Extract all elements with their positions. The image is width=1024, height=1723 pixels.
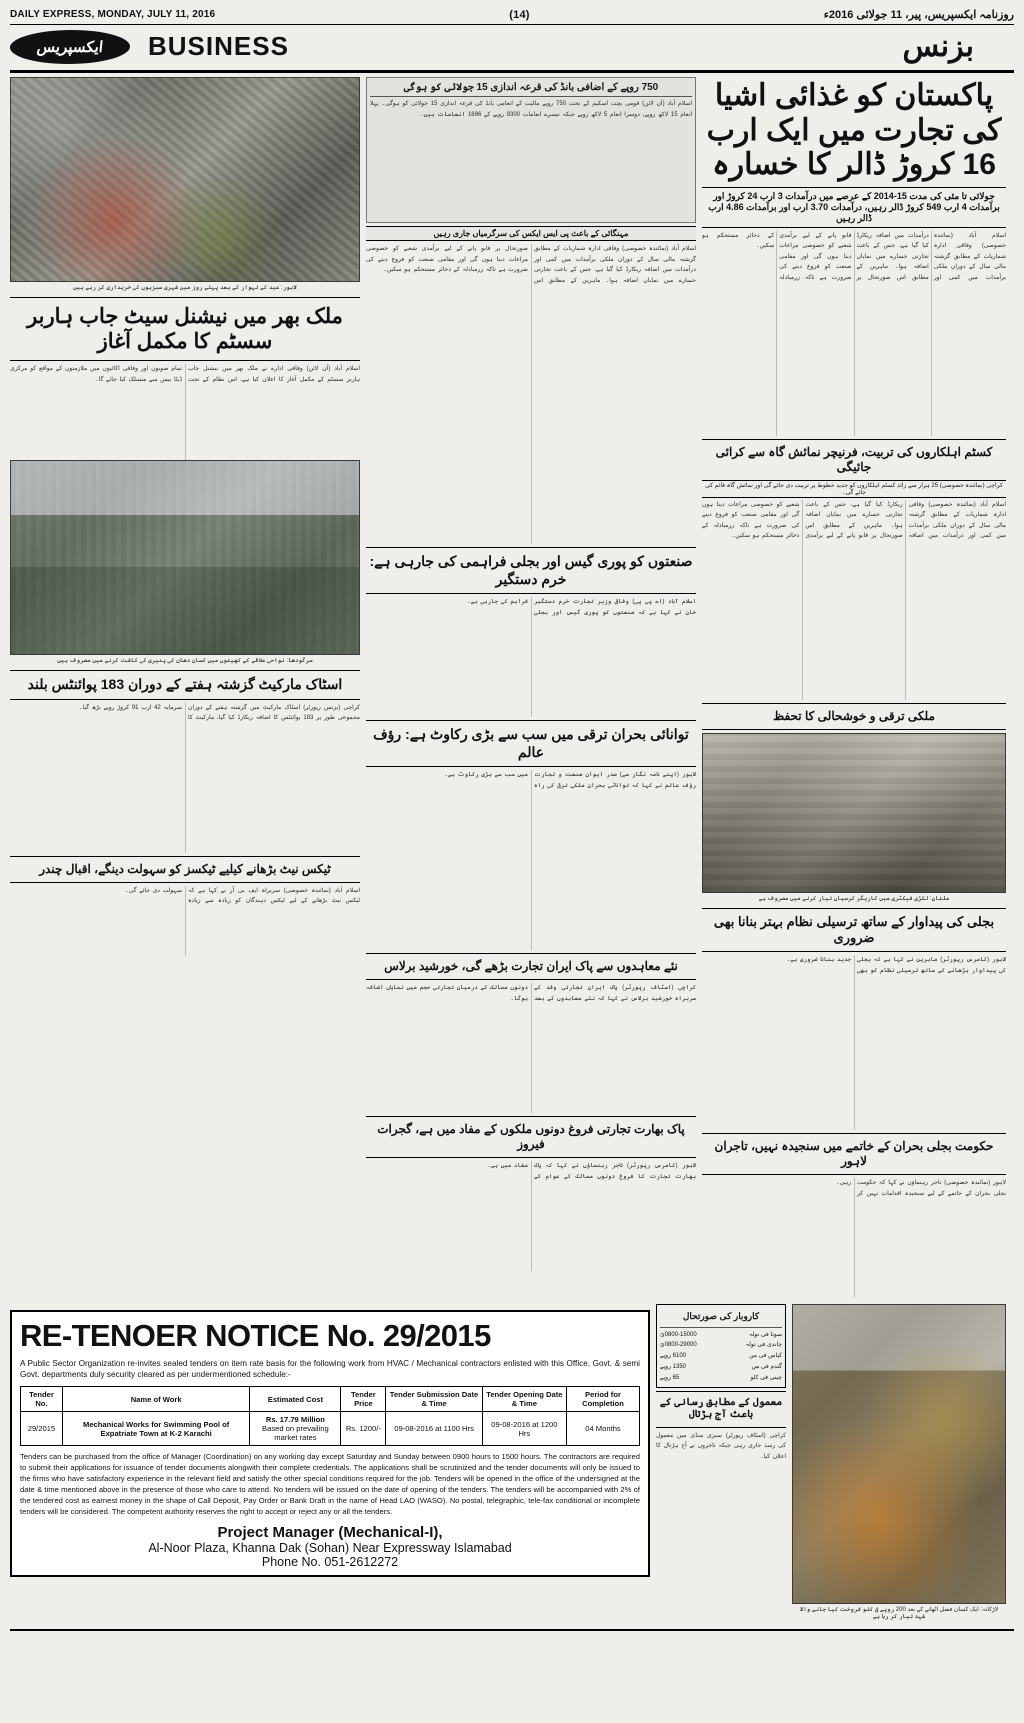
cell-period: 04 Months <box>566 1412 639 1446</box>
section-title-urdu: بزنس <box>902 30 974 63</box>
story-body-electricity: لاہور (کامرس رپورٹر) ماہرین نے کہا ہے کہ بجلی کی پیداوار بڑھانے کے ساتھ ترسیلی نظام کو بھی جدید بنانا ضروری ہے۔ <box>786 957 1006 974</box>
story-headline-electricity: بجلی کی پیداوار کے ساتھ ترسیلی نظام بہتر بنانا بھی ضروری <box>713 913 995 945</box>
prize-bond-headline: 750 روپے کے اضافی بانڈ کی قرعہ اندازی 15 جولائی کو ہوگی <box>403 82 659 93</box>
signoff-line1: Project Manager (Mechanical-I), <box>217 1524 443 1542</box>
cell-tender-no: 29/2015 <box>21 1412 63 1446</box>
market-rate-row-0 <box>660 1330 782 1341</box>
prize-bond-body: اسلام آباد (آن لائن) قومی بچت اسکیم کے تحت 750 روپے مالیت کے انعامی بانڈ کی قرعہ اندازی 15 جولائی کو ہوگی۔ پہلا انعام 15 لاکھ روپے، دوسرا انعام 5 لاکھ روپے جبکہ تیسرے انعامات 9300 روپے کے 1696 انعامات ہیں۔ <box>370 101 692 118</box>
story-body-tax: اسلام آباد (نمائندہ خصوصی) سربراہ ایف بی آر نے کہا ہے کہ ٹیکس نیٹ بڑھانے کے لیے ٹیکس دہندگان کو زیادہ سے زیادہ سہولت دی جائے گی۔ <box>125 887 360 905</box>
tender-terms: Tenders can be purchased from the office of Manager (Coordination) on any working day except Saturday and Sunday between 0900 hours to 1500 hours. The contractors are required to submit their applications for issuance of tender documents alongwith their complete credentials. The applications shall be scrutinized and the tender documents will only be issued to the firms who have satisfactory experience in the relevant field and satisfy the other special conditions required for the job. Tenders will be opened in the office of the undersigned at the date & time mentioned above in the presence of those who care to attend. No tenders will be issued on the date of opening of the tenders. The tenders will be accompanied with 2% of the tendered cost as earnest money in the shape of Call Deposit, Pay Order or Bank Draft in the name of Head LAO (WASO). No postal, telegraphic, tele-fax conditional or incomplete tenders will be considered. The competent authority reserves the right to accept or reject any or all the tenders. <box>20 1452 640 1517</box>
rate-value-2: 6100 روپے <box>660 1353 687 1360</box>
cell-submission: 09-08-2016 at 1100 Hrs <box>386 1412 482 1446</box>
masthead-left: DAILY EXPRESS, MONDAY, JULY 11, 2016 <box>10 9 216 20</box>
market-rate-row-3 <box>660 1362 782 1373</box>
signoff-line2: Al-Noor Plaza, Khanna Dak (Sohan) Near Expressway Islamabad <box>148 1541 512 1556</box>
col-opening: Tender Opening Date & Time <box>482 1387 566 1412</box>
tender-intro: A Public Sector Organization re-invites sealed tenders on item rate basis for the following work from HVAC / Mechanical contractors enlisted with this Office, Govt. & semi Govt. departments duly security cleared as per undermentioned schedule:- <box>20 1359 640 1380</box>
masthead-right-urdu: روزنامہ ایکسپریس، پیر، 11 جولائی 2016ء <box>823 9 1014 21</box>
tender-signoff <box>20 1524 640 1569</box>
rate-value-1: 0800-29000ئ <box>660 1342 697 1349</box>
tender-table-header-row <box>21 1387 640 1412</box>
cell-estimated-cost-value: Rs. 17.79 Million <box>265 1415 325 1425</box>
rate-label-1: چاندی فی تولہ <box>745 1342 782 1349</box>
cell-tender-price: Rs. 1200/- <box>341 1412 386 1446</box>
rate-label-0: سونا فی تولہ <box>749 1331 782 1338</box>
top-left-column <box>10 77 360 1298</box>
tender-table <box>20 1386 640 1446</box>
story-body-mandi: کراچی (اسٹاف رپورٹر) سبزی منڈی میں معمول کی رسد جاری رہی جبکہ تاجروں نے آج ہڑتال کا اعلان کیا۔ <box>656 1432 786 1460</box>
section-titlebar <box>10 25 1014 73</box>
page-footer-rule <box>10 1629 1014 1631</box>
story-body-govt-power: لاہور (نمائندہ خصوصی) تاجر رہنماؤں نے کہا کہ حکومت بجلی بحران کے خاتمے کے لیے سنجیدہ اقدامات نہیں کر رہی۔ <box>836 1180 1006 1197</box>
lead-subhead: جولائی تا مئی کی مدت 15-2014 کے عرصے میں درآمدات 3 ارب 24 کروڑ اور برآمدات 4 ارب 549 کروڑ ڈالر رہیں، درآمدات 3.70 ارب اور برآمدات 4.86 ارب ڈالر رہیں <box>702 187 1006 228</box>
section-title-english: BUSINESS <box>148 31 289 61</box>
field-photo <box>10 460 360 655</box>
story-headline-industry-gas: صنعتوں کو پوری گیس اور بجلی فراہمی کی جارہی ہے: خرم دستگیر <box>369 553 693 587</box>
market-rate-row-2 <box>660 1351 782 1362</box>
col-estimated-cost: Estimated Cost <box>250 1387 341 1412</box>
field-photo-caption: سرگودھا: نواحی علاقے کے کھیتوں میں کسان دھان کی پنیری کی کاشت کرنے میں مصروف ہیں <box>57 658 313 665</box>
market-rates-column <box>656 1304 786 1623</box>
rate-value-3: 1350 روپے <box>660 1364 687 1371</box>
col-tender-no: Tender No. <box>21 1387 63 1412</box>
page-number: (14) <box>509 8 530 21</box>
story-headline-countrywide-system: ملک بھر میں نیشنل سیٹ جاب ہاربر سسٹم کا مکمل آغاز <box>27 305 343 354</box>
fruit-photo <box>792 1304 1006 1604</box>
bottom-right-column <box>792 1304 1006 1623</box>
prize-bond-box <box>366 77 696 223</box>
story-body-countrywide-system: اسلام آباد (آن لائن) وفاقی ادارے نے ملک بھر میں نیشنل جاب ہاربر سسٹم کے مکمل آغاز کا اعلان کیا ہے، اس نظام کے تحت تمام صوبوں اور وفاقی اکائیوں میں ملازمتوں کے مواقع کو مرکزی ڈیٹا بیس سے منسلک کیا جائے گا۔ <box>10 366 360 383</box>
story-body-stock-market: کراچی (بزنس رپورٹر) اسٹاک مارکیٹ میں گزشتہ ہفتے کے دوران مجموعی طور پر 183 پوائنٹس کا اضافہ ریکارڈ کیا گیا، مارکیٹ کا سرمایہ 42 ارب 91 کروڑ روپے بڑھ گیا۔ <box>79 704 360 722</box>
cell-estimated-cost <box>250 1412 341 1446</box>
story-body-india-trade: لاہور (کامرس رپورٹر) تاجر رہنماؤں نے کہا کہ پاک بھارت تجارت کا فروغ دونوں ممالک کے عوام کے مفاد میں ہے۔ <box>487 1163 696 1180</box>
tender-notice <box>10 1304 650 1623</box>
market-photo-caption: لاہور: عید کے تہوار کے بعد پہلے روز میں شہری سبزیوں کی خریداری کر رہے ہیں <box>73 285 297 291</box>
furniture-shop-caption: ملتان: لکڑی فیکٹری میں کاریگر کرسیاں تیار کرنے میں مصروف ہے <box>758 895 950 902</box>
tender-title: RE-TENOER NOTICE No. 29/2015 <box>20 1318 491 1353</box>
story-headline-stock-market: اسٹاک مارکیٹ گزشتہ ہفتے کے دوران 183 پوائنٹس بلند <box>27 676 343 693</box>
top-block <box>10 77 1014 1298</box>
market-rates-head: کاروبار کی صورتحال <box>682 1311 760 1321</box>
furniture-shop-photo <box>702 733 1006 893</box>
col-name-of-work: Name of Work <box>62 1387 250 1412</box>
cell-opening: 09-08-2016 at 1200 Hrs <box>482 1412 566 1446</box>
story-headline-tax: ٹیکس نیٹ بڑھانے کیلیے ٹیکسز کو سہولت دینگے، اقبال چندر <box>39 861 331 876</box>
lead-headline: پاکستان کو غذائی اشیا کی تجارت میں ایک ارب 16 کروڑ ڈالر کا خسارہ <box>706 79 1002 181</box>
rate-value-4: 65 روپے <box>660 1374 680 1381</box>
fruit-photo-caption: لاڑکانہ: ایک کسان فصل اٹھانے کے بعد 200 روپے فی کلو فروخت کیا جانے والا شہد تیار کر رہا ہے <box>799 1607 999 1620</box>
rate-label-2: کپاس فی من <box>749 1353 782 1360</box>
market-rate-row-4 <box>660 1373 782 1384</box>
rate-value-0: 0800-15000ئ <box>660 1331 697 1338</box>
signoff-line3: Phone No. 051-2612272 <box>261 1555 399 1570</box>
story-body-energy-crisis: لاہور (اپنے نامہ نگار سے) صدر ایوان صنعت و تجارت رؤف عالم نے کہا کہ توانائی بحران ملکی ترقی کی راہ میں سب سے بڑی رکاوٹ ہے۔ <box>444 772 696 789</box>
story-headline-india-trade: پاک بھارت تجارتی فروغ دونوں ملکوں کے مفاد میں ہے، گجرات فیروز <box>377 1122 685 1151</box>
col-submission: Tender Submission Date & Time <box>386 1387 482 1412</box>
bottom-block <box>10 1304 1014 1623</box>
rate-label-3: گندم فی من <box>751 1364 782 1371</box>
pse-body: اسلام آباد (نمائندہ خصوصی) وفاقی ادارہ شماریات کے مطابق گزشتہ مالی سال کے دوران ملکی برآمدات میں کمی اور درآمدات میں اضافہ ریکارڈ کیا گیا ہے، جس کے باعث تجارتی خسارے میں نمایاں اضافہ ہوا۔ ماہرین کے مطابق اس صورتحال پر قابو پانے کے لیے برآمدی شعبے کو خصوصی مراعات دینا ہوں گی اور مقامی صنعت کو فروغ دینے کی ضرورت ہے تاکہ زرمبادلہ کے ذخائر مستحکم ہو سکیں۔ <box>366 246 696 284</box>
table-row <box>21 1412 640 1446</box>
publication-logo: ایکسپریس <box>8 30 132 64</box>
market-rate-row-1 <box>660 1340 782 1351</box>
story-headline-govt-power: حکومت بجلی بحران کے خاتمے میں سنجیدہ نہیں، تاجران لاہور <box>714 1139 994 1168</box>
story-headline-customs-training: کسٹم اہلکاروں کی تربیت، فرنیچر نمائش گاہ سے کرائی جائیگی <box>715 444 993 474</box>
lead-body: اسلام آباد (نمائندہ خصوصی) وفاقی ادارہ شماریات کے مطابق گزشتہ مالی سال کے دوران ملکی برآمدات میں کمی اور درآمدات میں اضافہ ریکارڈ کیا گیا ہے، جس کے باعث تجارتی خسارے میں نمایاں اضافہ ہوا۔ ماہرین کے مطابق اس صورتحال پر قابو پانے کے لیے برآمدی شعبے کو خصوصی مراعات دینا ہوں گی اور مقامی صنعت کو فروغ دینے کی ضرورت ہے تاکہ زرمبادلہ کے ذخائر مستحکم ہو سکیں۔ <box>702 232 1006 281</box>
market-rates-box <box>656 1304 786 1388</box>
story-headline-mandi: معمول کے مطابق رسانی کے باعث آج ہڑتال <box>659 1396 783 1421</box>
customs-byline: کراچی (نمائندہ خصوصی) 25 ہزار سے زائد کسٹم اہلکاروں کو جدید خطوط پر تربیت دی جائے گی اور نمائش گاہ قائم کی جائے گی۔ <box>702 480 1006 498</box>
story-body-iran-trade: کراچی (اسٹاف رپورٹر) پاک ایران تجارتی وفد کے سربراہ خورشید برلاس نے کہا کہ نئے معاہدوں کے بعد دونوں ممالک کے درمیان تجارتی حجم میں نمایاں اضافہ ہوگا۔ <box>366 985 696 1002</box>
pse-subhead: مہنگائی کے باعث پی ایس ایکس کی سرگرمیاں جاری رہیں <box>366 226 696 241</box>
masthead <box>10 8 1014 25</box>
top-middle-column <box>366 77 696 1298</box>
story-headline-economy-growth: ملکی ترقی و خوشحالی کا تحفظ <box>773 708 935 723</box>
cell-estimated-cost-note: Based on prevailing market rates <box>262 1424 329 1443</box>
market-photo <box>10 77 360 282</box>
story-headline-energy-crisis: توانائی بحران ترقی میں سب سے بڑی رکاوٹ ہے: رؤف عالم <box>373 726 689 760</box>
story-body-industry-gas: اسلام آباد (اے پی پی) وفاقی وزیر تجارت خرم دستگیر خان نے کہا ہے کہ صنعتوں کو پوری گیس اور بجلی فراہم کی جارہی ہے۔ <box>467 599 696 616</box>
col-tender-price: Tender Price <box>341 1387 386 1412</box>
rate-label-4: چینی فی کلو <box>750 1374 782 1381</box>
col-period: Period for Completion <box>566 1387 639 1412</box>
story-headline-iran-trade: نئے معاہدوں سے پاک ایران تجارت بڑھے گی، خورشید برلاس <box>384 959 678 973</box>
cell-name-of-work: Mechanical Works for Swimming Pool of Expatriate Town at K-2 Karachi <box>62 1412 250 1446</box>
top-right-column <box>702 77 1006 1298</box>
story-body-customs-training: اسلام آباد (نمائندہ خصوصی) وفاقی ادارہ شماریات کے مطابق گزشتہ مالی سال کے دوران ملکی برآمدات میں کمی اور درآمدات میں اضافہ ریکارڈ کیا گیا ہے، جس کے باعث تجارتی خسارے میں نمایاں اضافہ ہوا۔ ماہرین کے مطابق اس صورتحال پر قابو پانے کے لیے برآمدی شعبے کو خصوصی مراعات دینا ہوں گی اور مقامی صنعت کو فروغ دینے کی ضرورت ہے تاکہ زرمبادلہ کے ذخائر مستحکم ہو سکیں۔ <box>702 501 1006 539</box>
